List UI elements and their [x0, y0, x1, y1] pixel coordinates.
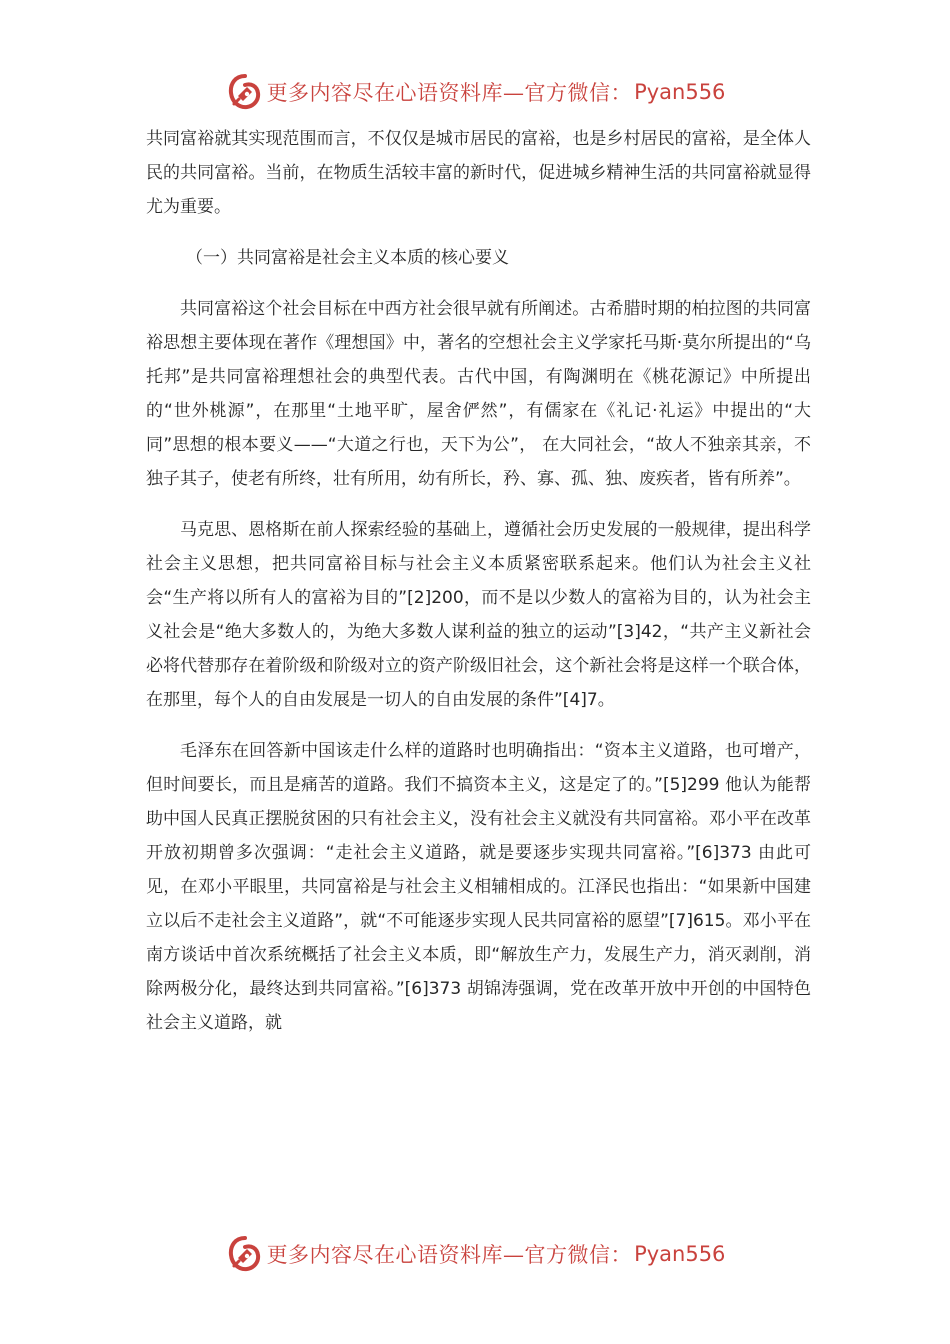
intro-paragraph: 共同富裕就其实现范围而言，不仅仅是城市居民的富裕，也是乡村居民的富裕，是全体人民的共同富裕。当前，在物质生活较丰富的新时代，促进城乡精神生活的共同富裕就显得尤为重要。	[146, 129, 811, 217]
footer-banner	[0, 1232, 950, 1276]
brand-logo-icon	[225, 1234, 265, 1274]
document-body	[146, 122, 811, 1040]
paragraph-ideal-society: 共同富裕这个社会目标在中西方社会很早就有所阐述。古希腊时期的柏拉图的共同富裕思想主要体现在著作《理想国》中，著名的空想社会主义学家托马斯·莫尔所提出的“乌托邦”是共同富裕理想社会的典型代表。古代中国，有陶渊明在《桃花源记》中所提出的“世外桃源”，在那里“土地平旷，屋舍俨然”，有儒家在《礼记·礼运》中提出的“大同”思想的根本要义——“大道之行也，天下为公”， 在大同社会，“故人不独亲其亲，不独子其子，使老有所终，壮有所用，幼有所长，矜、寡、孤、独、废疾者，皆有所养”。	[146, 299, 811, 489]
header-banner-text: 更多内容尽在心语资料库—官方微信：	[266, 81, 633, 105]
section-heading: （一）共同富裕是社会主义本质的核心要义	[186, 248, 509, 268]
paragraph-spacer	[146, 717, 811, 734]
paragraph-spacer	[146, 224, 811, 241]
paragraph-spacer	[146, 275, 811, 292]
paragraph-spacer	[146, 496, 811, 513]
paragraph-marx-engels: 马克思、恩格斯在前人探索经验的基础上，遵循社会历史发展的一般规律，提出科学社会主义思想，把共同富裕目标与社会主义本质紧密联系起来。他们认为社会主义社会“生产将以所有人的富裕为目的”[2]200，而不是以少数人的富裕为目的，认为社会主义社会是“绝大多数人的，为绝大多数人谋利益的独立的运动”[3]42，“共产主义新社会必将代替那存在着阶级和阶级对立的资产阶级旧社会，这个新社会将是这样一个联合体，在那里，每个人的自由发展是一切人的自由发展的条件”[4]7。	[146, 520, 811, 710]
paragraph-china-leaders: 毛泽东在回答新中国该走什么样的道路时也明确指出：“资本主义道路，也可增产，但时间要长，而且是痛苦的道路。我们不搞资本主义，这是定了的。”[5]299 他认为能帮助中国人民真正摆脱贫困的只有社会主义，没有社会主义就没有共同富裕。邓小平在改革开放初期曾多次强调：“走社会主义道路，就是要逐步实现共同富裕。”[6]373 由此可见，在邓小平眼里，共同富裕是与社会主义相辅相成的。江泽民也指出：“如果新中国建立以后不走社会主义道路”，就“不可能逐步实现人民共同富裕的愿望”[7]615。邓小平在南方谈话中首次系统概括了社会主义本质，即“解放生产力，发展生产力，消灭剥削，消除两极分化，最终达到共同富裕。”[6]373 胡锦涛强调，党在改革开放中开创的中国特色社会主义道路，就	[146, 741, 811, 1033]
footer-banner-text: 更多内容尽在心语资料库—官方微信：	[266, 1243, 633, 1267]
header-wechat-id: Pyan556	[634, 80, 726, 104]
header-banner	[0, 70, 950, 114]
brand-logo-icon	[225, 72, 265, 112]
footer-wechat-id: Pyan556	[634, 1242, 726, 1266]
